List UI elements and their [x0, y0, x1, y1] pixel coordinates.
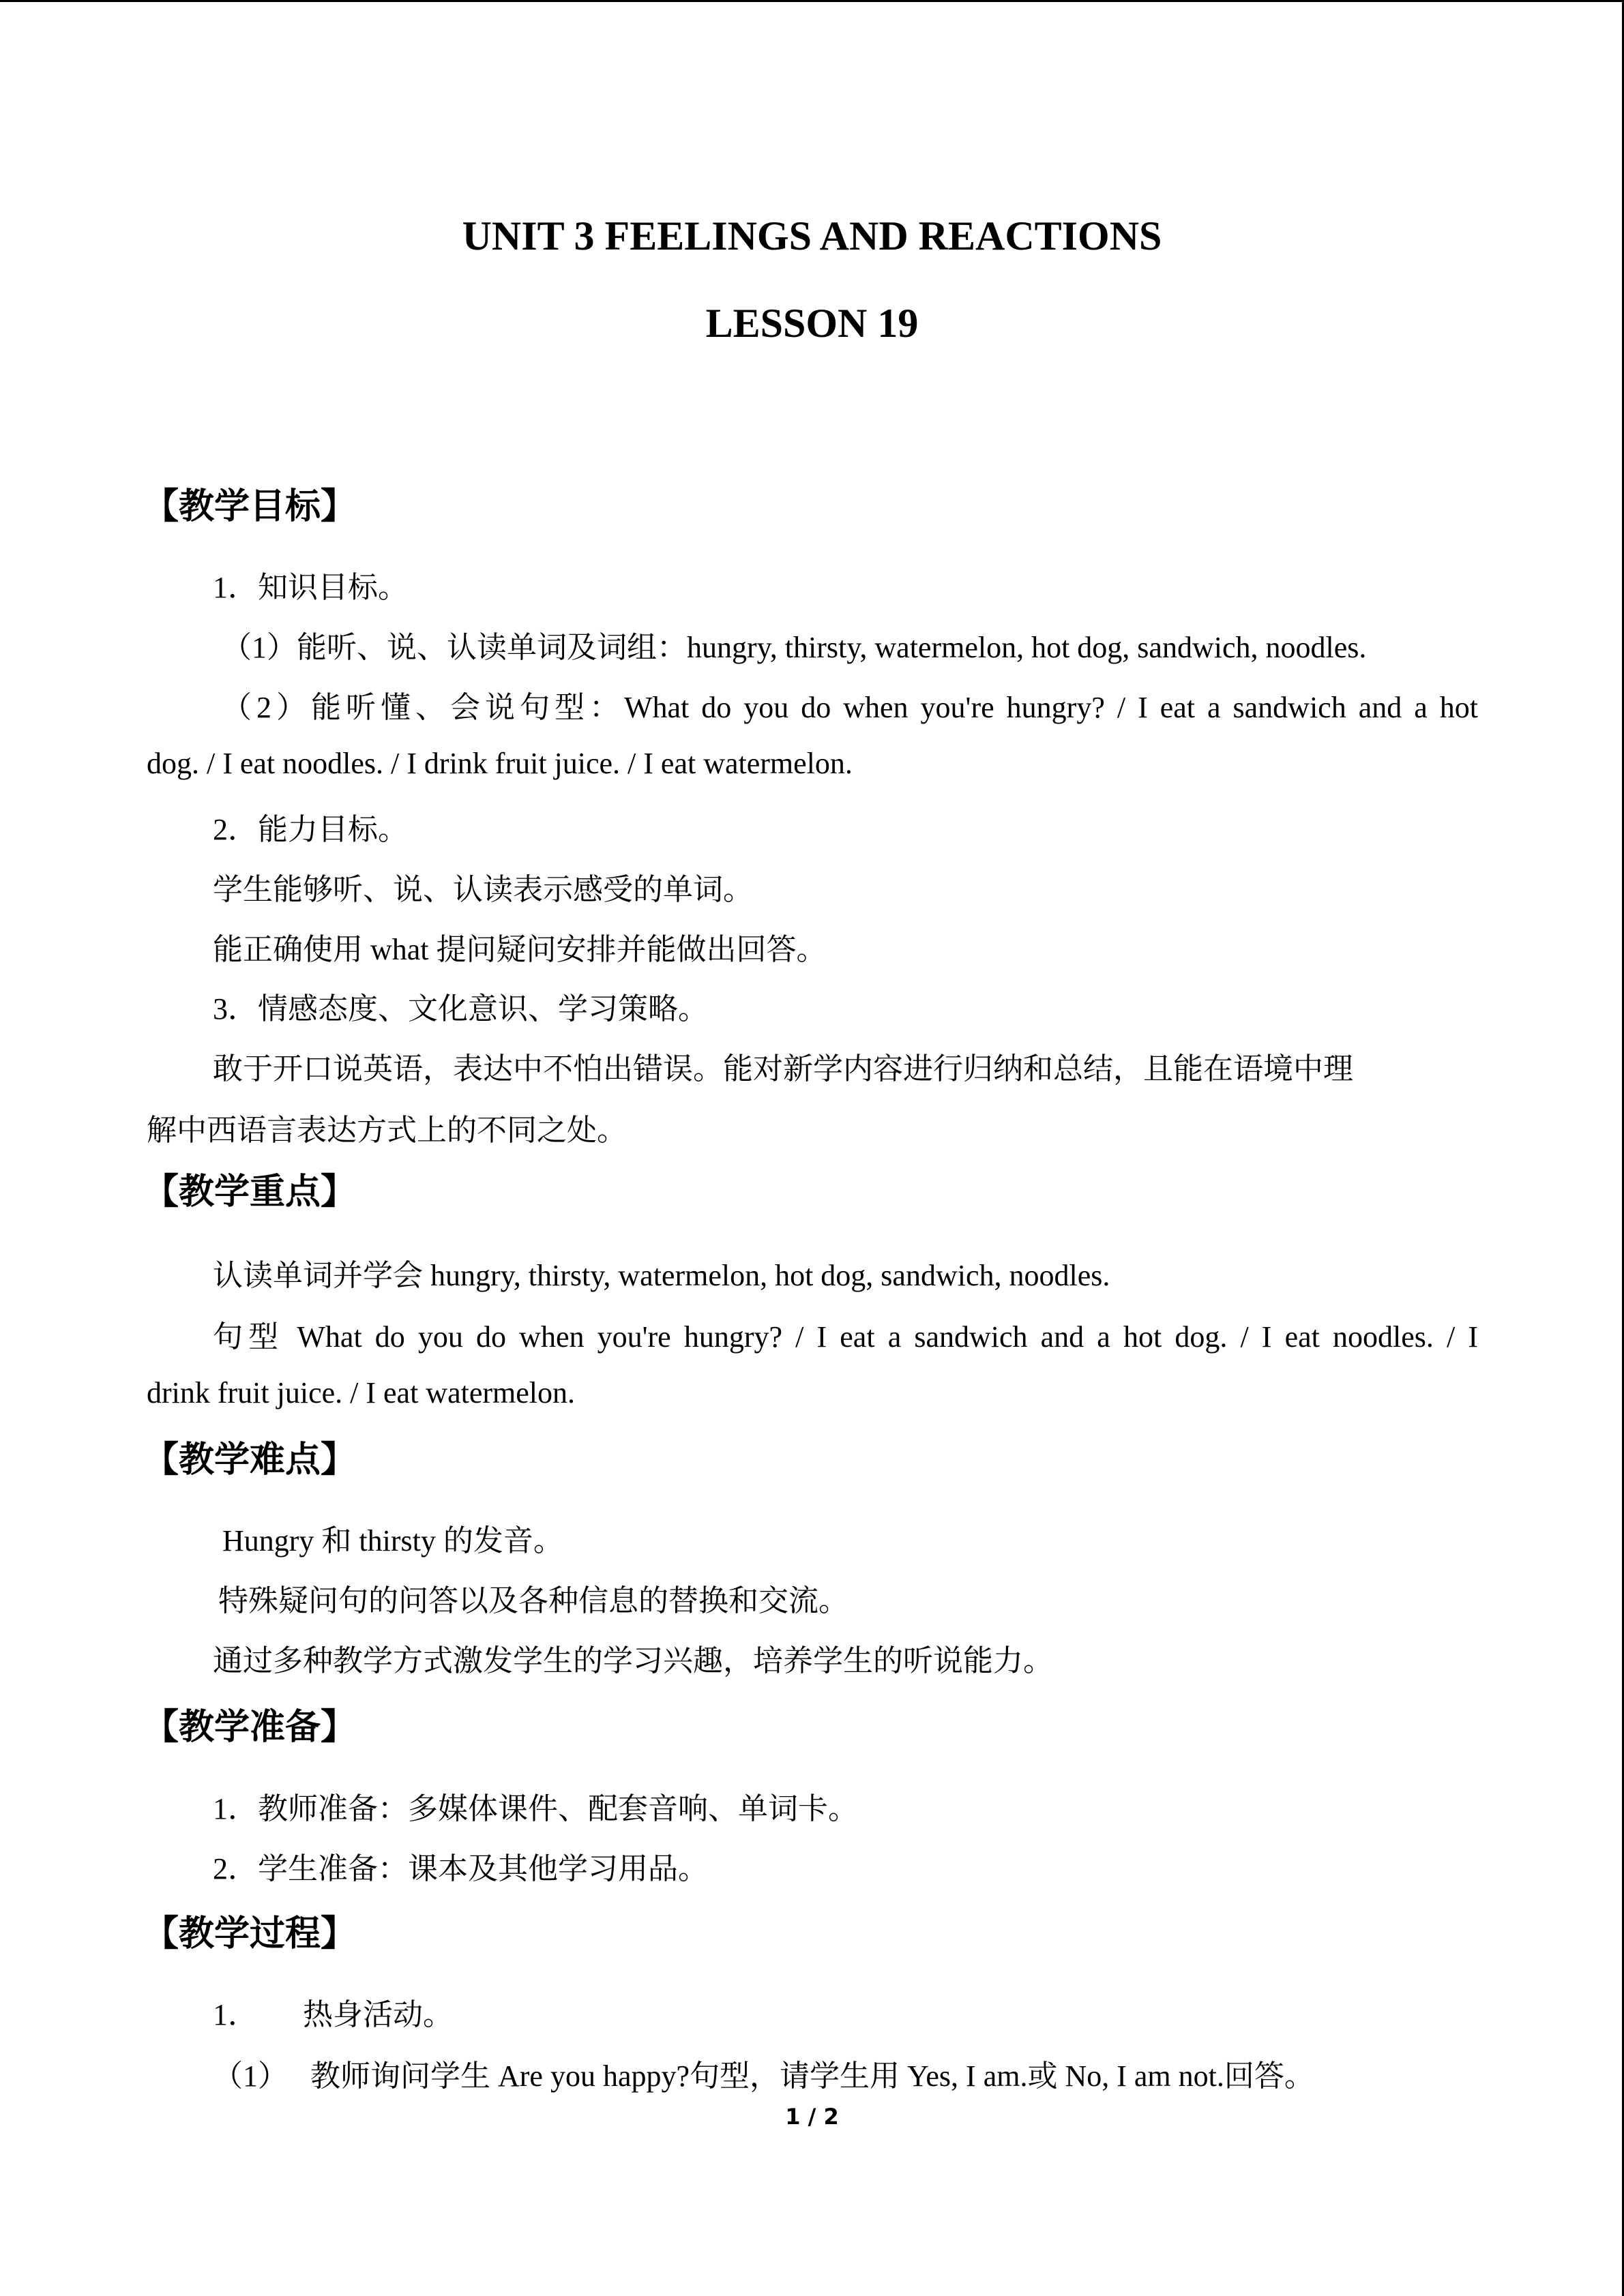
key-point-line: 句型 What do you do when you're hungry? / I eat a sandwich and a hot dog. / I eat noodles. / I — [213, 1320, 1478, 1354]
objective-line: 3．情感态度、文化意识、学习策略。 — [213, 992, 708, 1026]
section-heading-key-points: 【教学重点】 — [143, 1172, 357, 1212]
page-number: 1 / 2 — [785, 2104, 839, 2130]
process-line: 1． 热身活动。 — [213, 1998, 453, 2031]
preparation-line: 1．教师准备：多媒体课件、配套音响、单词卡。 — [213, 1792, 858, 1825]
key-point-line: drink fruit juice. / I eat watermelon. — [147, 1376, 575, 1410]
objective-line: 2．能力目标。 — [213, 813, 408, 846]
objective-line: 1．知识目标。 — [213, 571, 408, 604]
objective-line: （2）能听懂、会说句型：What do you do when you're hungry? / I eat a sandwich and a hot — [222, 691, 1478, 724]
document-title: UNIT 3 FEELINGS AND REACTIONS — [462, 213, 1162, 258]
difficulty-line: Hungry 和 thirsty 的发音。 — [222, 1524, 563, 1557]
process-line: （1） 教师询问学生 Are you happy?句型，请学生用 Yes, I am.或 No, I am not.回答。 — [213, 2059, 1314, 2093]
objective-line: dog. / I eat noodles. / I drink fruit juice. / I eat watermelon. — [147, 747, 853, 780]
section-heading-difficulties: 【教学难点】 — [143, 1440, 357, 1480]
difficulty-line: 通过多种教学方式激发学生的学习兴趣，培养学生的听说能力。 — [213, 1644, 1053, 1678]
difficulty-line: 特殊疑问句的问答以及各种信息的替换和交流。 — [218, 1584, 848, 1617]
page-border-top — [0, 0, 1624, 2]
objective-line: 解中西语言表达方式上的不同之处。 — [147, 1114, 627, 1147]
objective-line: （1）能听、说、认读单词及词组：hungry, thirsty, watermelon, hot dog, sandwich, noodles. — [222, 631, 1367, 664]
preparation-line: 2．学生准备：课本及其他学习用品。 — [213, 1852, 708, 1885]
objective-line: 能正确使用 what 提问疑问安排并能做出回答。 — [213, 933, 827, 966]
key-point-line: 认读单词并学会 hungry, thirsty, watermelon, hot dog, sandwich, noodles. — [213, 1259, 1110, 1292]
section-heading-objectives: 【教学目标】 — [143, 486, 357, 527]
section-heading-preparation: 【教学准备】 — [143, 1707, 357, 1748]
objective-line: 敢于开口说英语，表达中不怕出错误。能对新学内容进行归纳和总结，且能在语境中理 — [213, 1052, 1353, 1086]
lesson-title: LESSON 19 — [705, 301, 919, 346]
section-heading-process: 【教学过程】 — [143, 1913, 357, 1954]
objective-line: 学生能够听、说、认读表示感受的单词。 — [213, 873, 753, 906]
